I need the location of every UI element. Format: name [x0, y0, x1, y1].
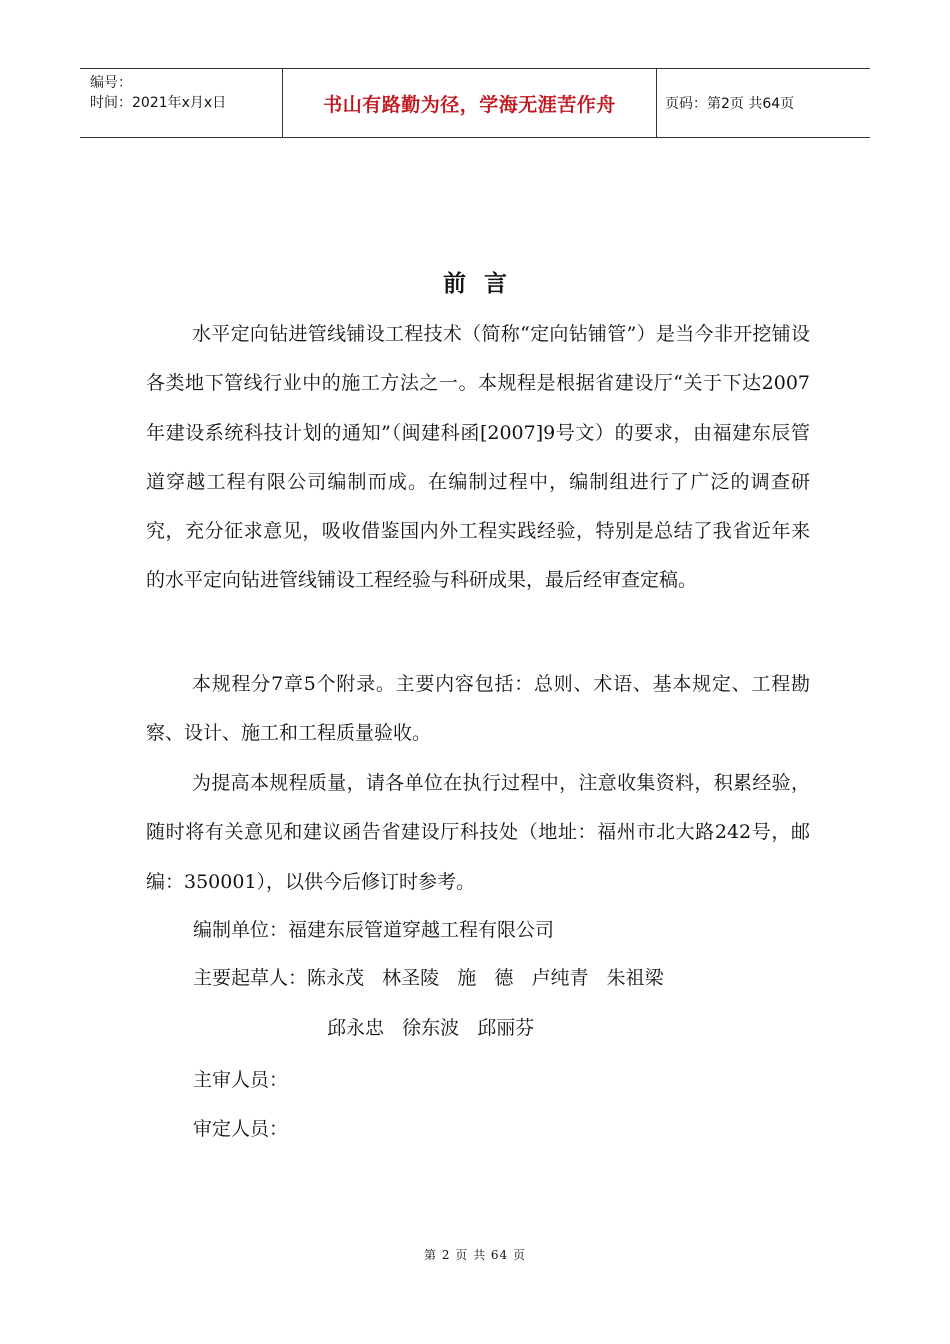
- doc-number-label: 编号：: [90, 75, 132, 91]
- paragraph-2: 本规程分7章5个附录。主要内容包括：总则、术语、基本规定、工程勘察、设计、施工和工程质量验收。: [146, 673, 810, 745]
- page-footer: 第 2 页 共 64 页: [424, 1248, 526, 1262]
- compiling-unit: 编制单位：福建东辰管道穿越工程有限公司: [193, 919, 555, 941]
- paragraph-3: 为提高本规程质量，请各单位在执行过程中，注意收集资料，积累经验，随时将有关意见和建议函告省建设厅科技处（地址：福州市北大路242号，邮编：350001），以供今后修订时参考。: [146, 772, 810, 893]
- page-header: [80, 68, 870, 138]
- page-title: 前言: [443, 270, 525, 297]
- main-drafters: 主要起草人：陈永茂 林圣陵 施 德 卢纯青 朱祖梁: [193, 967, 664, 989]
- paragraph-1-block: [146, 310, 810, 606]
- paragraph-2-block: [146, 660, 810, 759]
- header-meta: [80, 69, 282, 137]
- chief-reviewer: 主审人员：: [193, 1069, 289, 1091]
- paragraph-3-block: [146, 759, 810, 907]
- main-drafters-continued: 邱永忠 徐东波 邱丽芬: [327, 1017, 535, 1039]
- header-page-info: 页码：第2页 共64页: [665, 96, 795, 112]
- approver: 审定人员：: [193, 1118, 289, 1140]
- paragraph-1: 水平定向钻进管线铺设工程技术（简称“定向钻铺管”）是当今非开挖铺设各类地下管线行业中的施工方法之一。本规程是根据省建设厅“关于下达2007年建设系统科技计划的通知”（闽建科函[2007]9号文）的要求，由福建东辰管道穿越工程有限公司编制而成。在编制过程中，编制组进行了广泛的调查研究，充分征求意见，吸收借鉴国内外工程实践经验，特别是总结了我省近年来的水平定向钻进管线铺设工程经验与科研成果，最后经审查定稿。: [146, 323, 810, 592]
- doc-date: 时间：2021年x月x日: [90, 95, 227, 111]
- header-motto: 书山有路勤为径，学海无涯苦作舟: [282, 69, 657, 137]
